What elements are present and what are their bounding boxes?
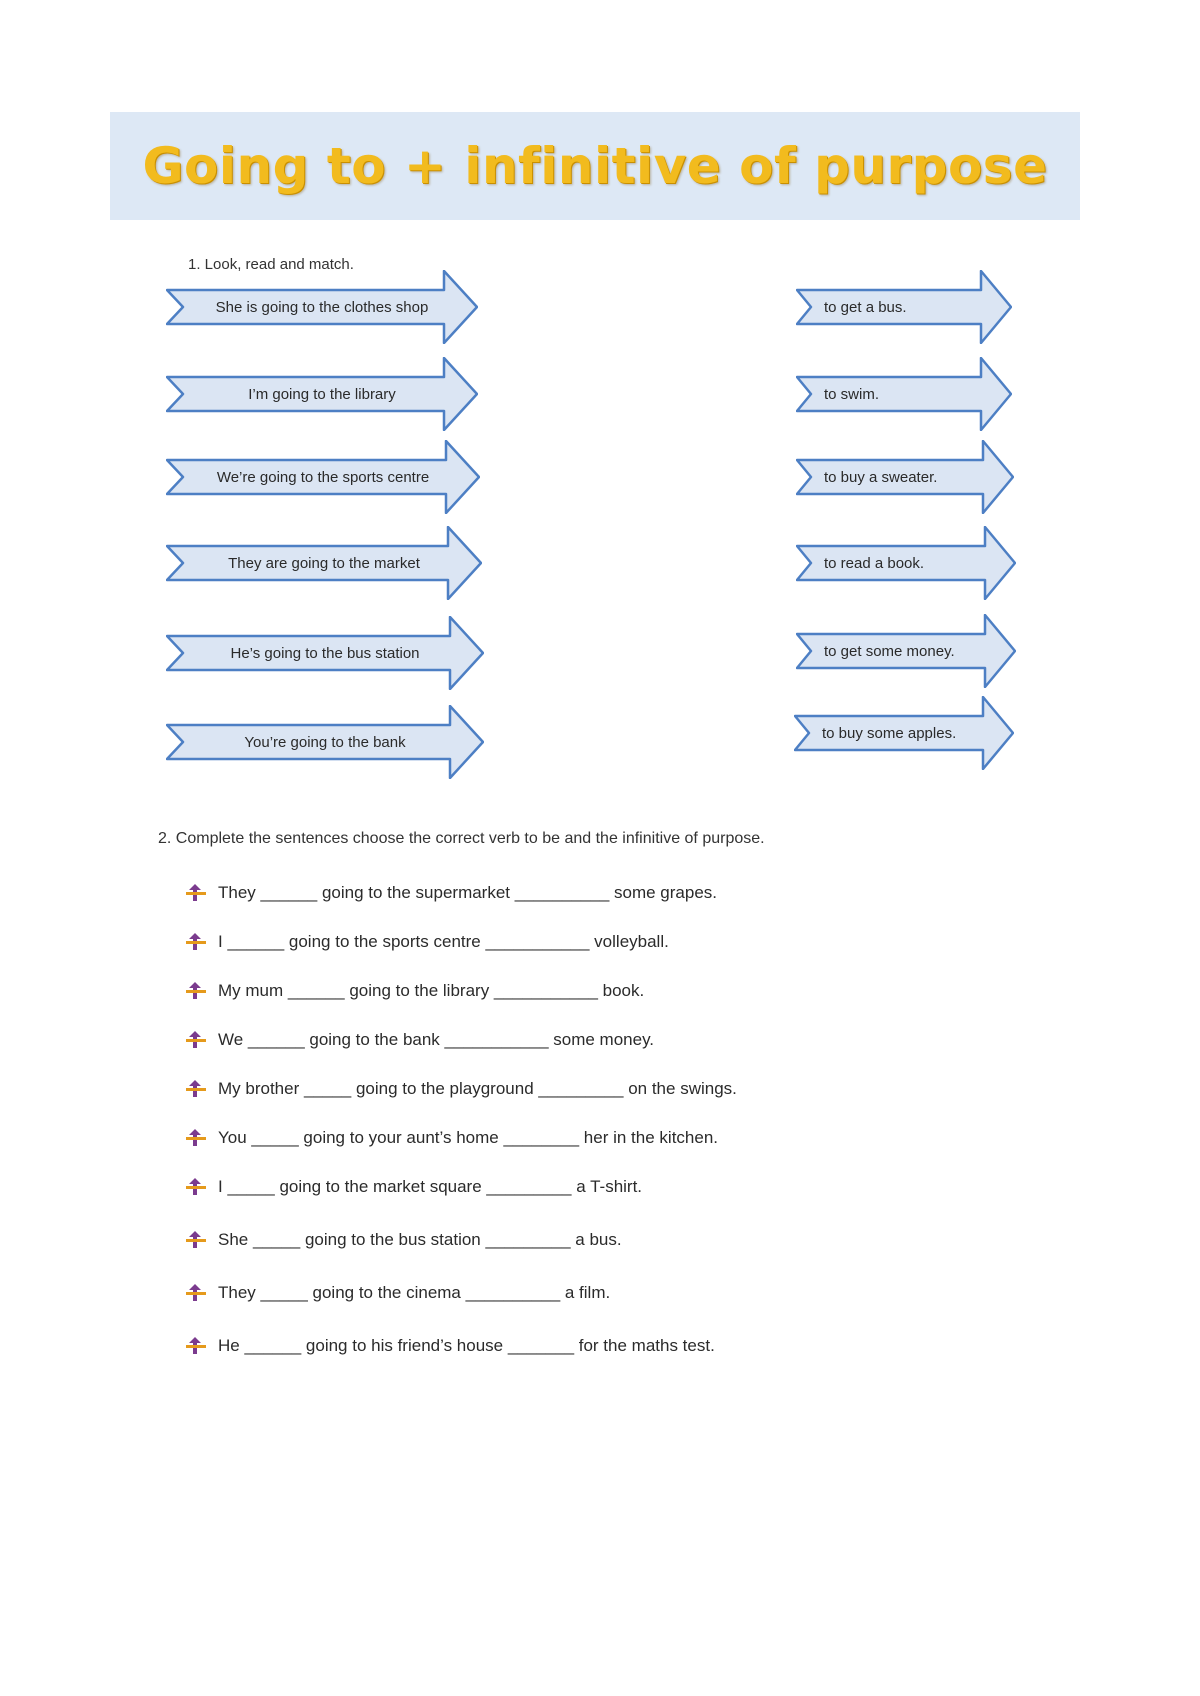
sentence-text: My brother _____ going to the playground _________ on the swings. — [218, 1079, 737, 1098]
sentence-text: We ______ going to the bank ___________ some money. — [218, 1030, 655, 1049]
match-right-label: to read a book. — [824, 554, 925, 572]
sentence-item — [186, 1283, 610, 1303]
match-right-label: to get some money. — [824, 642, 955, 660]
sentence-text: You _____ going to your aunt’s home ________ her in the kitchen. — [218, 1128, 718, 1147]
match-right-arrow[interactable] — [796, 270, 1012, 344]
arrow-cross-bullet-icon — [186, 1178, 208, 1196]
sentence-item — [186, 1030, 654, 1050]
arrow-cross-bullet-icon — [186, 884, 208, 902]
arrow-cross-bullet-icon — [186, 1284, 208, 1302]
sentence-item — [186, 1079, 737, 1099]
match-right-arrow[interactable] — [796, 614, 1016, 688]
exercise-1-heading: 1. Look, read and match. — [188, 256, 354, 273]
arrow-cross-bullet-icon — [186, 1031, 208, 1049]
match-left-arrow[interactable] — [166, 526, 482, 600]
sentence-item — [186, 1128, 718, 1148]
sentence-item — [186, 932, 669, 952]
arrow-cross-bullet-icon — [186, 1231, 208, 1249]
match-right-arrow[interactable] — [794, 696, 1014, 770]
match-left-arrow[interactable] — [166, 616, 484, 690]
sentence-item — [186, 1177, 642, 1197]
arrow-cross-bullet-icon — [186, 1129, 208, 1147]
sentence-text: They ______ going to the supermarket __________ some grapes. — [218, 883, 718, 902]
sentence-text: My mum ______ going to the library ___________ book. — [218, 981, 645, 1000]
exercise-2-heading: 2. Complete the sentences choose the correct verb to be and the infinitive of purpose. — [158, 830, 765, 847]
arrow-cross-bullet-icon — [186, 1080, 208, 1098]
match-right-label: to buy a sweater. — [824, 468, 938, 486]
match-left-label: He’s going to the bus station — [230, 644, 420, 662]
sentence-item — [186, 1230, 622, 1250]
match-right-label: to buy some apples. — [822, 724, 957, 742]
match-left-arrow[interactable] — [166, 440, 480, 514]
title-banner — [110, 112, 1080, 220]
match-left-label: They are going to the market — [228, 554, 420, 572]
sentence-text: He ______ going to his friend’s house _______ for the maths test. — [218, 1336, 715, 1355]
match-right-arrow[interactable] — [796, 357, 1012, 431]
match-right-label: to swim. — [824, 385, 880, 403]
match-left-label: She is going to the clothes shop — [215, 298, 429, 316]
match-right-arrow[interactable] — [796, 440, 1014, 514]
sentence-text: They _____ going to the cinema __________ a film. — [218, 1283, 611, 1302]
sentence-item — [186, 1336, 715, 1356]
arrow-cross-bullet-icon — [186, 933, 208, 951]
match-left-arrow[interactable] — [166, 357, 478, 431]
match-left-label: We’re going to the sports centre — [216, 468, 430, 486]
sentence-item — [186, 981, 644, 1001]
match-left-label: I’m going to the library — [248, 385, 396, 403]
match-left-label: You’re going to the bank — [244, 733, 406, 751]
match-left-arrow[interactable] — [166, 705, 484, 779]
match-left-arrow[interactable] — [166, 270, 478, 344]
sentence-text: I _____ going to the market square _________ a T-shirt. — [218, 1177, 643, 1196]
page-title: Going to + infinitive of purpose — [142, 137, 1048, 195]
arrow-cross-bullet-icon — [186, 1337, 208, 1355]
sentence-text: She _____ going to the bus station _________ a bus. — [218, 1230, 622, 1249]
match-right-arrow[interactable] — [796, 526, 1016, 600]
arrow-cross-bullet-icon — [186, 982, 208, 1000]
sentence-text: I ______ going to the sports centre ___________ volleyball. — [218, 932, 669, 951]
match-right-label: to get a bus. — [824, 298, 907, 316]
sentence-item — [186, 883, 717, 903]
